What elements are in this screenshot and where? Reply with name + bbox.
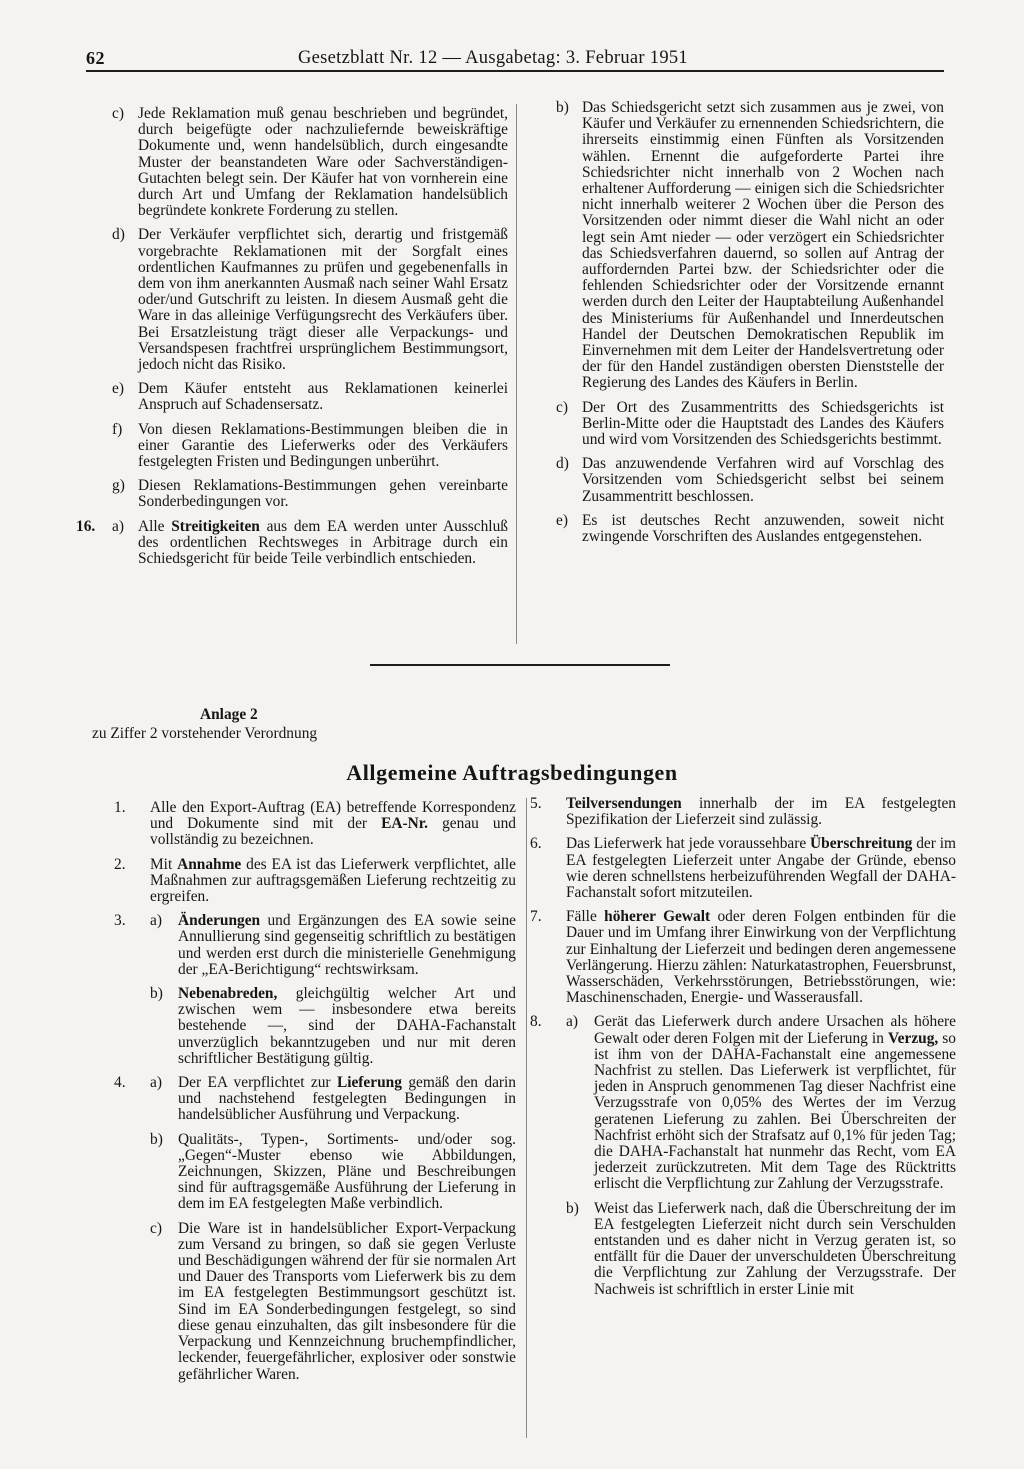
- text-run: Der Ort des Zusammentritts des Schiedsgerichts ist Berlin-Mitte oder die Hauptstadt des Landes des Käufers und wird vom Vorsitzenden des Schiedsgerichts bestimmt.: [582, 398, 944, 449]
- page-number: 62: [86, 48, 105, 68]
- text-run: Das Lieferwerk hat jede voraussehbare: [566, 835, 811, 853]
- lower-right-column: [530, 795, 956, 1306]
- emphasis-term: Nebenabreden,: [178, 985, 278, 1003]
- upper-left-column: [76, 105, 508, 575]
- item-number: 6.: [530, 835, 542, 853]
- item-number: 16.: [76, 517, 96, 535]
- item-label: b): [566, 1199, 579, 1217]
- page-header: [86, 48, 944, 72]
- item-label: c): [150, 1219, 162, 1237]
- emphasis-term: Annahme: [177, 855, 242, 873]
- item-label: d): [112, 226, 125, 244]
- item-text: [178, 1221, 516, 1383]
- paragraph-item: [556, 398, 944, 449]
- text-run: innerhalb der im EA festgelegten Spezifikation der Lieferzeit sind zulässig.: [566, 795, 956, 829]
- item-label: b): [150, 1130, 163, 1148]
- paragraph-item: [556, 455, 944, 505]
- section-divider: [370, 664, 670, 666]
- item-label: c): [556, 398, 568, 416]
- item-text: [594, 1201, 956, 1298]
- item-label: e): [112, 380, 124, 398]
- emphasis-term: Streitigkeiten: [171, 517, 260, 535]
- paragraph-item: [150, 985, 516, 1067]
- item-text: [150, 800, 516, 849]
- emphasis-term: Teilversendungen: [566, 795, 682, 812]
- text-run: Mit: [150, 855, 178, 873]
- upper-column-divider: [516, 104, 517, 644]
- paragraph-item: [530, 908, 956, 1007]
- text-run: und Ergänzungen des EA sowie seine Annullierung sind gegenseitig schriftlich zu bestätigen und werden erst durch die ministerielle Genehmigung der „EA-Berichtigung“ rechtswirksam.: [178, 912, 516, 978]
- emphasis-term: Überschreitung: [810, 835, 913, 853]
- annex-subtitle: zu Ziffer 2 vorstehender Verordnung: [92, 725, 318, 742]
- paragraph-item: [112, 105, 508, 220]
- item-number: 3.: [114, 912, 126, 930]
- paragraph-item: [114, 855, 516, 906]
- emphasis-term: Änderungen: [178, 912, 261, 930]
- item-text: [582, 513, 944, 545]
- emphasis-term: EA-Nr.: [381, 815, 429, 833]
- paragraph-item: [556, 511, 944, 546]
- emphasis-term: Verzug,: [887, 1029, 939, 1047]
- text-run: Gerät das Lieferwerk durch andere Ursachen als höhere Gewalt oder deren Folgen mit der Lieferung in: [594, 1013, 956, 1047]
- item-text: [594, 1014, 956, 1192]
- paragraph-item: [112, 420, 508, 471]
- lower-column-divider: [526, 798, 527, 1438]
- item-label: e): [556, 511, 568, 529]
- item-text: [566, 836, 956, 901]
- item-number: 1.: [114, 799, 126, 816]
- emphasis-term: höherer Gewalt: [604, 908, 711, 926]
- item-text: [178, 1075, 516, 1124]
- text-run: Qualitäts-, Typen-, Sortiments- und/oder sog. „Gegen“-Muster ebenso wie Abbildungen, Zeichnungen, Skizzen, Pläne und Beschreibungen sind für auftragsgemäße Ausführung der Lieferung in dem im EA festgelegten Maße verbindlich.: [178, 1130, 516, 1213]
- text-run: Fälle: [566, 908, 605, 926]
- paragraph-item: [114, 799, 517, 849]
- paragraph-item: [566, 1199, 956, 1298]
- paragraph-item: [530, 1013, 956, 1193]
- item-number: 4.: [114, 1074, 126, 1092]
- text-run: aus dem EA werden unter Ausschluß des ordentlichen Rechtsweges in Arbitrage durch ein Schiedsgericht für beide Teile verbindlich entschieden.: [138, 517, 508, 568]
- text-run: Das anzuwendende Verfahren wird auf Vorschlag des Vorsitzenden vom Schiedsgericht selbst bei seinem Zusammentritt beschlossen.: [582, 455, 944, 505]
- item-label: a): [112, 517, 124, 535]
- annex-title: Anlage 2: [200, 706, 258, 723]
- item-text: [582, 400, 944, 449]
- item-text: [138, 381, 508, 413]
- item-label: a): [150, 1074, 162, 1092]
- text-run: der im EA festgelegten Lieferzeit unter Angabe der Gründe, ebenso wie deren schnellstens herbeizuführenden Wegfall der DAHA-Fachanstalt sofort mitzuteilen.: [566, 835, 956, 902]
- item-label: f): [112, 420, 123, 438]
- item-label: d): [556, 455, 569, 473]
- upper-right-column: [556, 99, 944, 553]
- item-label: b): [150, 985, 163, 1003]
- item-text: [582, 456, 944, 505]
- item-number: 7.: [530, 908, 542, 926]
- text-run: gleichgültig welcher Art und zwischen wem — insbesondere etwa bereits bestehende —, sind der DAHA-Fachanstalt unverzüglich bekanntzugeben und nur mit deren schriftlicher Bestätigung gültig.: [178, 985, 516, 1067]
- item-text: [138, 106, 508, 219]
- text-run: Diesen Reklamations-Bestimmungen gehen vereinbarte Sonderbedingungen vor.: [138, 477, 508, 511]
- paragraph-item: [530, 795, 956, 829]
- paragraph-item: [76, 517, 508, 568]
- paragraph-item: [112, 226, 508, 374]
- text-run: Das Schiedsgericht setzt sich zusammen aus je zwei, von Käufer und Verkäufer zu ernennenden Schiedsrichtern, die ihrerseits einstimmig einen Fünften als Vorsitzenden wählen. Ernennt die aufgeforderte Partei ihre Schiedsrichter nicht innerhalb von 2 Wochen nach erhaltener Aufforderung — einigen sich die Schiedsrichter nicht innerhalb weiterer 2 Wochen über die Person des Vorsitzenden oder nimmt dieser die Wahl nicht an oder legt sein Amt nieder — oder verzögert ein Schiedsrichter das Schiedsverfahren dauernd, so sollen auf Antrag der auffordernden Partei bzw. der Schiedsrichter oder die fehlenden Schiedsrichter oder der Vorsitzende ernannt werden durch den Leiter der Hauptabteilung Außenhandel des Ministeriums für Außenhandel und Innerdeutschen Handel der Deutschen Demokratischen Republik im Einvernehmen mit dem Leiter der Handelsvertretung oder der für den Handel zuständigen obersten Dienststelle der Regierung des Landes des Käufers in Berlin.: [582, 99, 944, 392]
- paragraph-item: [150, 1219, 516, 1383]
- item-text: [150, 857, 516, 906]
- paragraph-item: [530, 835, 956, 902]
- section-title: Allgemeine Auftragsbedingungen: [346, 760, 678, 785]
- item-text: [138, 422, 508, 471]
- gazette-title: Gesetzblatt Nr. 12 — Ausgabetag: 3. Februar 1951: [298, 48, 688, 68]
- paragraph-item: [112, 380, 508, 414]
- text-run: oder deren Folgen entbinden für die Dauer und im Umfang ihrer Einwirkung von der Verpflichtung zur Einhaltung der Lieferzeit und bedingen deren angemessene Verlängerung. Hierzu zählen: Naturkatastrophen, Feuersbrunst, Wasserschäden, Verkehrsstörungen, Betriebsstörungen, wie: Maschinenschaden, Energie- und Wasserausfall.: [566, 908, 956, 1007]
- text-run: Dem Käufer entsteht aus Reklamationen keinerlei Anspruch auf Schadensersatz.: [138, 380, 508, 414]
- paragraph-item: [114, 1074, 516, 1124]
- item-number: 5.: [530, 795, 542, 812]
- item-text: [138, 519, 508, 568]
- emphasis-term: Lieferung: [336, 1074, 402, 1092]
- item-text: [138, 478, 508, 510]
- item-text: [138, 227, 508, 373]
- item-text: [566, 796, 956, 828]
- paragraph-item: [112, 477, 508, 511]
- item-text: [178, 913, 516, 978]
- paragraph-item: [556, 99, 944, 392]
- item-label: a): [150, 912, 162, 930]
- item-text: [178, 1132, 516, 1213]
- text-run: Die Ware ist in handelsüblicher Export-Verpackung zum Versand zu bringen, so daß sie gegen Verluste und Beschädigungen während der für sie normalen Art und Dauer des Transports vom Lieferwerk bis zu dem im EA festgelegten Bestimmungsort geschützt ist. Sind im EA Sonderbedingungen festgelegt, so sind diese genau einzuhalten, das gilt insbesondere für die Verpackung und Kennzeichnung bruchempfindlicher, leckender, feuergefährlicher, explosiver oder sonstwie gefährlicher Waren.: [178, 1219, 516, 1383]
- item-label: a): [566, 1013, 578, 1031]
- text-run: so ist ihm von der DAHA-Fachanstalt eine angemessene Nachfrist zu stellen. Das Lieferwerk ist verpflichtet, für jeden in Anspruch genommenen Tag dieser Nachfrist eine Verzugsstrafe von 0,05% des Wertes der im Verzug geratenen Lieferung zu zahlen. Bei Überschreiten der Nachfrist erhöht sich der Strafsatz auf 0,1% für jeden Tag; die DAHA-Fachanstalt hat nunmehr das Recht, vom EA jederzeit zurückzutreten. Mit dem Tage des Rücktritts erlischt die Verpflichtung zur Zahlung der Verzugsstrafe.: [594, 1029, 956, 1193]
- item-label: g): [112, 477, 125, 495]
- item-label: b): [556, 99, 569, 116]
- text-run: des EA ist das Lieferwerk verpflichtet, alle Maßnahmen zur auftragsgemäßen Lieferung rechtzeitig zu ergreifen.: [150, 855, 516, 906]
- item-number: 2.: [114, 855, 126, 873]
- text-run: Jede Reklamation muß genau beschrieben und begründet, durch beigefügte oder nachzuliefernde beweiskräftige Dokumente und, wenn handelsüblich, durch eingesandte Muster der beanstandeten Ware oder Sachverständigen-Gutachten belegt sein. Der Käufer hat von vornherein eine durch Art und Umfang der Reklamation handelsüblich begründete konkrete Forderung zu stellen.: [138, 105, 508, 220]
- text-run: genau und vollständig zu bezeichnen.: [150, 815, 517, 849]
- paragraph-item: [114, 912, 516, 978]
- text-run: Alle den Export-Auftrag (EA) betreffende Korrespondenz und Dokumente sind mit der: [150, 799, 516, 833]
- text-run: Weist das Lieferwerk nach, daß die Überschreitung der im EA festgelegten Lieferzeit nicht durch sein Verschulden entstanden und es daher nicht in Verzug geraten ist, so entfällt für die Dauer der unverschuldeten Überschreitung die Verpflichtung zur Zahlung der Verzugsstrafe. Der Nachweis ist schriftlich in erster Linie mit: [594, 1199, 956, 1298]
- text-run: Der Verkäufer verpflichtet sich, derartig und fristgemäß vorgebrachte Reklamationen mit der Sorgfalt eines ordentlichen Kaufmannes zu prüfen und gegebenenfalls in dem von ihm anerkannten Ausmaß nach seiner Wahl Ersatz oder/und Gutschrift zu leisten. In diesem Ausmaß geht die Ware in das alleinige Verfügungsrecht des Verkäufers über. Bei Ersatzleistung trägt dieser alle Verpackungs- und Versandspesen frachtfrei ursprünglichem Bestimmungsort, jedoch nicht das Risiko.: [138, 226, 508, 374]
- text-run: Es ist deutsches Recht anzuwenden, soweit nicht zwingende Vorschriften des Auslandes entgegenstehen.: [582, 511, 944, 546]
- lower-left-column: [114, 799, 517, 1391]
- item-number: 8.: [530, 1013, 542, 1031]
- item-text: [566, 909, 956, 1006]
- text-run: Der EA verpflichtet zur: [178, 1074, 337, 1092]
- item-label: c): [112, 105, 124, 122]
- item-text: [582, 100, 944, 392]
- text-run: Alle: [138, 517, 172, 535]
- item-text: [178, 986, 516, 1067]
- text-run: Von diesen Reklamations-Bestimmungen bleiben die in einer Garantie des Lieferwerks oder des Verkäufers festgelegten Fristen und Bedingungen unberührt.: [138, 420, 508, 471]
- paragraph-item: [150, 1130, 516, 1213]
- header-rule: [86, 70, 944, 72]
- text-run: gemäß den darin und nachstehend festgelegten Bedingungen in handelsüblicher Ausführung und Verpackung.: [178, 1074, 516, 1124]
